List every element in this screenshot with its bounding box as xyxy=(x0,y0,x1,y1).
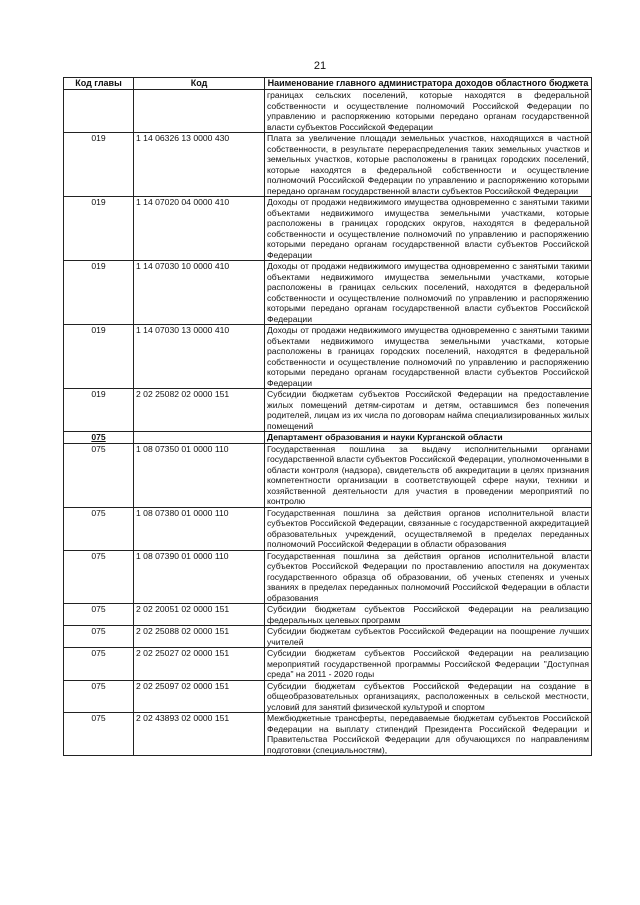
cell-code: 1 14 06326 13 0000 430 xyxy=(134,133,265,197)
cell-code: 1 08 07390 01 0000 110 xyxy=(134,550,265,604)
cell-name: Государственная пошлина за действия органов исполнительной власти субъектов Российской Федерации по проставлению апостиля на документах государственного образца об образовании, об ученых степенях и ученых званиях в пределах переданных полномочий Российской Федерации в области образования xyxy=(265,550,592,604)
cell-chapter: 019 xyxy=(64,389,134,432)
page-number: 21 xyxy=(313,60,327,72)
cell-chapter: 019 xyxy=(64,325,134,389)
cell-code: 1 14 07020 04 0000 410 xyxy=(134,197,265,261)
cell-code: 2 02 25027 02 0000 151 xyxy=(134,648,265,681)
cell-name: Субсидии бюджетам субъектов Российской Федерации на поощрение лучших учителей xyxy=(265,626,592,648)
cell-chapter: 075 xyxy=(64,713,134,756)
cell-chapter xyxy=(64,90,134,133)
cell-code: 2 02 25088 02 0000 151 xyxy=(134,626,265,648)
department-row xyxy=(64,432,592,444)
table-row xyxy=(64,90,592,133)
cell-code: 1 08 07350 01 0000 110 xyxy=(134,443,265,507)
cell-chapter: 075 xyxy=(64,604,134,626)
header-code: Код xyxy=(134,78,265,90)
table-row xyxy=(64,133,592,197)
table-row xyxy=(64,626,592,648)
cell-chapter: 019 xyxy=(64,261,134,325)
table-row xyxy=(64,680,592,713)
cell-chapter: 019 xyxy=(64,197,134,261)
cell-name: Доходы от продажи недвижимого имущества одновременно с занятыми такими объектами недвижимого имущества земельными участками, которые расположены в границах городских округов, находятся в федеральной собственности и осуществление полномочий по управлению и распоряжению которыми передано органам государственной власти субъектов Российской Федерации xyxy=(265,197,592,261)
table-row xyxy=(64,261,592,325)
table-header-row xyxy=(64,78,592,90)
cell-name: границах сельских поселений, которые находятся в федеральной собственности и осуществление полномочий Российской Федерации по управлению и распоряжению которыми передано органам государственной власти субъектов Российской Федерации xyxy=(265,90,592,133)
table-body xyxy=(64,90,592,756)
cell-name: Государственная пошлина за действия органов исполнительной власти субъектов Российской Федерации, связанные с государственной аккредитацией образовательных учреждений, осуществляемой в пределах переданных полномочий Российской Федерации в области образования xyxy=(265,507,592,550)
cell-code: 2 02 25097 02 0000 151 xyxy=(134,680,265,713)
cell-chapter: 075 xyxy=(64,507,134,550)
table-row xyxy=(64,713,592,756)
table-row xyxy=(64,550,592,604)
cell-name: Плата за увеличение площади земельных участков, находящихся в частной собственности, в результате перераспределения таких земельных участков и земельных участков, которые расположены в границах городских поселений, которые находятся в федеральной собственности и осуществление полномочий Российской Федерации по управлению и распоряжению которыми передано органам государственной власти субъектов Российской Федерации xyxy=(265,133,592,197)
table-row xyxy=(64,604,592,626)
cell-name: Доходы от продажи недвижимого имущества одновременно с занятыми такими объектами недвижимого имущества земельными участками, которые расположены в границах сельских поселений, находятся в федеральной собственности и осуществление полномочий по управлению и распоряжению которыми передано органам государственной власти субъектов Российской Федерации xyxy=(265,261,592,325)
table-row xyxy=(64,325,592,389)
cell-chapter: 019 xyxy=(64,133,134,197)
cell-code: 2 02 20051 02 0000 151 xyxy=(134,604,265,626)
cell-code: 1 08 07380 01 0000 110 xyxy=(134,507,265,550)
table-row xyxy=(64,197,592,261)
cell-chapter: 075 xyxy=(64,626,134,648)
cell-name: Субсидии бюджетам субъектов Российской Федерации на предоставление жилых помещений детям-сиротам и детям, оставшимся без попечения родителей, лицам из их числа по договорам найма специализированных жилых помещений xyxy=(265,389,592,432)
cell-name: Межбюджетные трансферты, передаваемые бюджетам субъектов Российской Федерации на выплату стипендий Президента Российской Федерации и Правительства Российской Федерации для обучающихся по направлениям подготовки (специальностям), xyxy=(265,713,592,756)
cell-chapter: 075 xyxy=(64,432,134,444)
cell-name: Субсидии бюджетам субъектов Российской Федерации на реализацию федеральных целевых программ xyxy=(265,604,592,626)
cell-code: 1 14 07030 10 0000 410 xyxy=(134,261,265,325)
cell-name: Доходы от продажи недвижимого имущества одновременно с занятыми такими объектами недвижимого имущества земельными участками, которые расположены в границах городских поселений, находятся в федеральной собственности и осуществление полномочий по управлению и распоряжению которыми передано органам государственной власти субъектов Российской Федерации xyxy=(265,325,592,389)
header-chapter-code: Код главы xyxy=(64,78,134,90)
cell-name: Государственная пошлина за выдачу исполнительными органами государственной власти субъектов Российской Федерации, уполномоченными в области контроля (надзора), свидетельств об аккредитации в целях признания компетентности организации в соответствующей сфере науки, техники и хозяйственной деятельности для участия в проведении мероприятий по контролю xyxy=(265,443,592,507)
cell-code xyxy=(134,90,265,133)
cell-chapter: 075 xyxy=(64,443,134,507)
table-row xyxy=(64,507,592,550)
cell-code: 1 14 07030 13 0000 410 xyxy=(134,325,265,389)
cell-chapter: 075 xyxy=(64,680,134,713)
table-row xyxy=(64,648,592,681)
cell-name: Субсидии бюджетам субъектов Российской Федерации на реализацию мероприятий государственной программы Российской Федерации "Доступная среда" на 2011 - 2020 годы xyxy=(265,648,592,681)
cell-name: Субсидии бюджетам субъектов Российской Федерации на создание в общеобразовательных организациях, расположенных в сельской местности, условий для занятий физической культурой и спортом xyxy=(265,680,592,713)
cell-code: 2 02 25082 02 0000 151 xyxy=(134,389,265,432)
table-row xyxy=(64,443,592,507)
cell-code xyxy=(134,432,265,444)
cell-chapter: 075 xyxy=(64,550,134,604)
header-name: Наименование главного администратора доходов областного бюджета xyxy=(265,78,592,90)
cell-chapter: 075 xyxy=(64,648,134,681)
department-name: Департамент образования и науки Курганской области xyxy=(265,432,592,444)
revenue-administrators-table xyxy=(63,77,592,756)
cell-code: 2 02 43893 02 0000 151 xyxy=(134,713,265,756)
table-row xyxy=(64,389,592,432)
